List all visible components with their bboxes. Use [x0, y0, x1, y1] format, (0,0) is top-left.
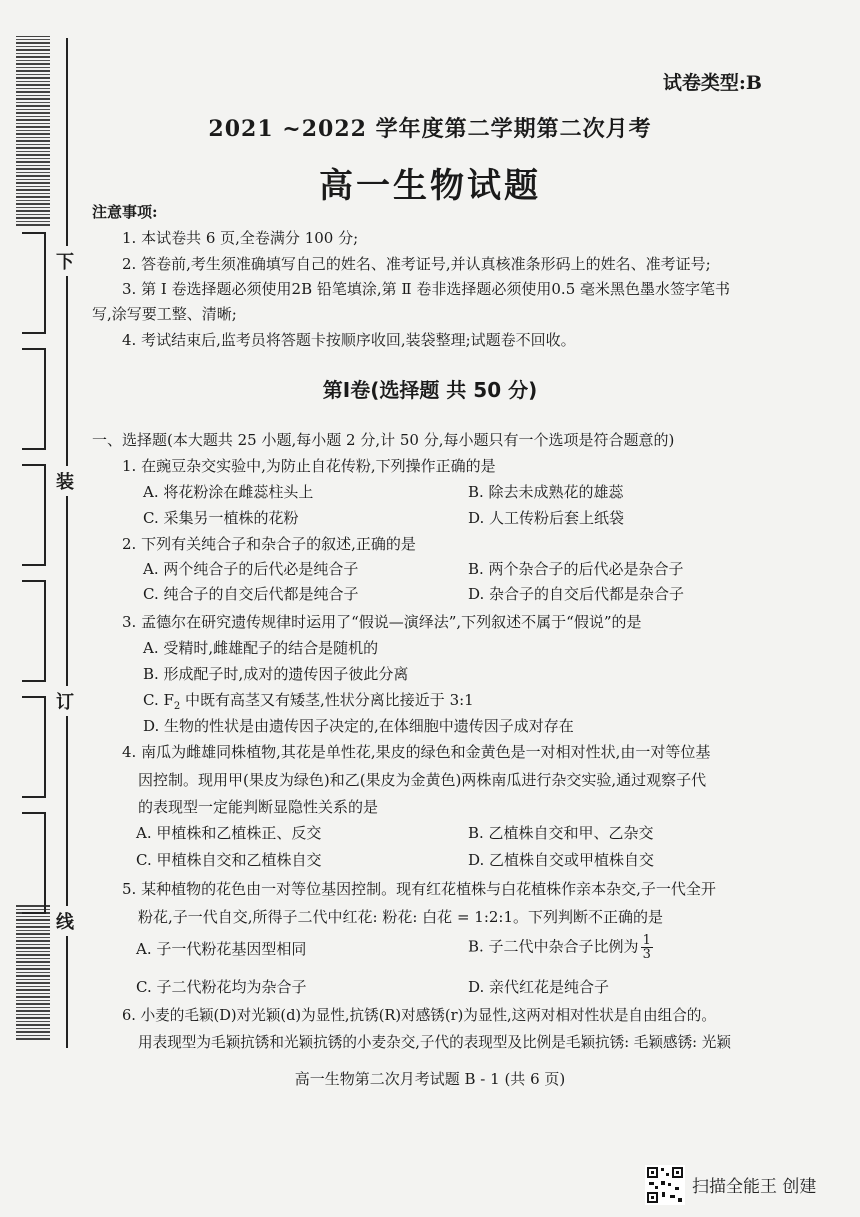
paper-type-label: 试卷类型:B: [662, 72, 762, 94]
notes-heading: 注意事项:: [92, 203, 158, 221]
question-stem-line: 4. 南瓜为雌雄同株植物,其花是单性花,果皮的绿色和金黄色是一对相对性状,由一对等位基: [122, 743, 711, 761]
question-stem-line: 的表现型一定能判断显隐性关系的是: [138, 798, 379, 816]
question-stem-line: 因控制。现用甲(果皮为绿色)和乙(果皮为金黄色)两株南瓜进行杂交实验,通过观察子代: [138, 771, 707, 789]
option-c-prefix: C. F: [143, 691, 174, 709]
binding-char-xia: 下: [50, 246, 80, 276]
barcode-bottom: [16, 905, 50, 1040]
binding-box: [22, 812, 46, 914]
option-a: A. 子一代粉花基因型相同: [136, 940, 307, 958]
option-c: [143, 690, 474, 717]
qr-code-icon: [645, 1165, 685, 1205]
option-c: C. 子二代粉花均为杂合子: [136, 978, 307, 996]
fraction-denominator: 3: [642, 947, 651, 962]
fraction-one-third: [641, 934, 653, 961]
question-stem-line: 粉花,子一代自交,所得子二代中红花: 粉花: 白花 = 1:2:1。下列判断不正确的是: [138, 908, 664, 926]
binding-box: [22, 232, 46, 334]
binding-box: [22, 696, 46, 798]
option-b: [468, 934, 653, 961]
question-stem-line: 用表现型为毛颖抗锈和光颖抗锈的小麦杂交,子代的表现型及比例是毛颖抗锈: 毛颖感锈: 光颖: [138, 1034, 731, 1051]
question-stem: 2. 下列有关纯合子和杂合子的叙述,正确的是: [122, 535, 416, 553]
option-b-prefix: B. 子二代中杂合子比例为: [468, 937, 639, 956]
option-c: C. 纯合子的自交后代都是纯合子: [143, 585, 359, 603]
question-stem-line: 5. 某种植物的花色由一对等位基因控制。现有红花植株与白花植株作亲本杂交,子一代全开: [122, 880, 716, 898]
option-d: D. 人工传粉后套上纸袋: [468, 509, 625, 527]
option-d: D. 生物的性状是由遗传因子决定的,在体细胞中遗传因子成对存在: [143, 717, 574, 735]
question-stem: 3. 孟德尔在研究遗传规律时运用了“假说—演绎法”,下列叙述不属于“假说”的是: [122, 613, 642, 631]
option-d: D. 乙植株自交或甲植株自交: [468, 851, 655, 869]
option-a: A. 两个纯合子的后代必是纯合子: [143, 560, 359, 578]
note-item: 3. 第 Ⅰ 卷选择题必须使用2B 铅笔填涂,第 Ⅱ 卷非选择题必须使用0.5 毫米黑色墨水签字笔书: [122, 280, 731, 298]
scanner-watermark: 扫描全能王 创建: [692, 1177, 817, 1197]
binding-box: [22, 580, 46, 682]
question-stem-line: 6. 小麦的毛颖(D)对光颖(d)为显性,抗锈(R)对感锈(r)为显性,这两对相对性状是自由组合的。: [122, 1007, 716, 1024]
note-item: 4. 考试结束后,监考员将答题卡按顺序收回,装袋整理;试题卷不回收。: [122, 331, 576, 349]
option-c: C. 甲植株自交和乙植株自交: [136, 851, 322, 869]
note-item: 2. 答卷前,考生须准确填写自己的姓名、准考证号,并认真核准条形码上的姓名、准考证号;: [122, 255, 711, 273]
option-a: A. 将花粉涂在雌蕊柱头上: [143, 483, 314, 501]
option-c: C. 采集另一植株的花粉: [143, 509, 299, 527]
binding-char-xian: 线: [50, 906, 80, 936]
option-d: D. 杂合子的自交后代都是杂合子: [468, 585, 685, 603]
binding-char-zhuang: 装: [50, 466, 80, 496]
option-a: A. 甲植株和乙植株正、反交: [136, 824, 322, 842]
fraction-numerator: 1: [642, 933, 651, 948]
option-d: D. 亲代红花是纯合子: [468, 978, 610, 996]
option-c-text: 中既有高茎又有矮茎,性状分离比接近于 3:1: [180, 691, 474, 709]
question-stem: 1. 在豌豆杂交实验中,为防止自花传粉,下列操作正确的是: [122, 457, 496, 475]
subject-title: 高一生物试题: [319, 166, 541, 206]
section-instruction: 一、选择题(本大题共 25 小题,每小题 2 分,计 50 分,每小题只有一个选项是符合题意的): [92, 431, 675, 449]
note-item: 1. 本试卷共 6 页,全卷满分 100 分;: [122, 229, 359, 247]
option-b: B. 乙植株自交和甲、乙杂交: [468, 824, 654, 842]
note-item: 写,涂写要工整、清晰;: [92, 305, 237, 323]
option-b: B. 形成配子时,成对的遗传因子彼此分离: [143, 665, 409, 683]
option-b: B. 两个杂合子的后代必是杂合子: [468, 560, 684, 578]
exam-title: 2021 ~2022 学年度第二学期第二次月考: [208, 116, 652, 142]
option-a: A. 受精时,雌雄配子的结合是随机的: [143, 639, 379, 657]
option-b: B. 除去未成熟花的雄蕊: [468, 483, 624, 501]
page-footer: 高一生物第二次月考试题 B - 1 (共 6 页): [294, 1070, 566, 1088]
binding-box: [22, 464, 46, 566]
section-title: 第Ⅰ卷(选择题 共 50 分): [322, 378, 538, 402]
binding-char-ding: 订: [50, 686, 80, 716]
subscript-f2: 2: [173, 701, 181, 712]
